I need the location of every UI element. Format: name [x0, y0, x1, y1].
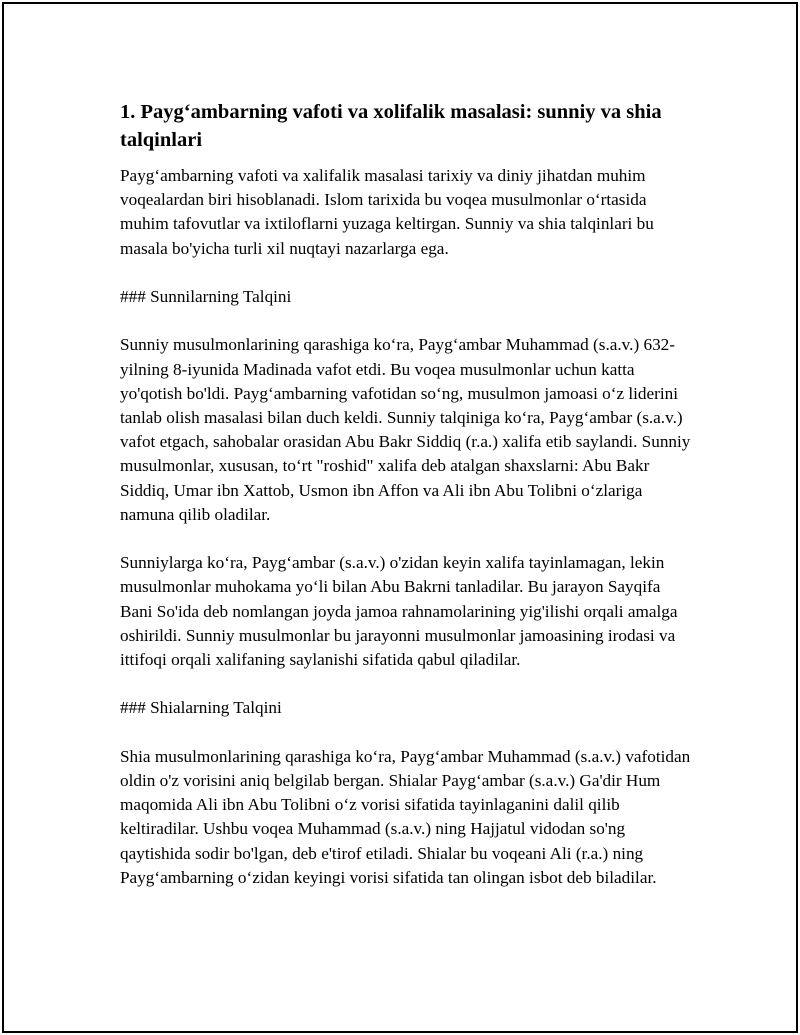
shia-section-heading: ### Shialarning Talqini — [120, 698, 282, 718]
intro-paragraph: Payg‘ambarning vafoti va xalifalik masalasi tarixiy va diniy jihatdan muhim voqealardan biri hisoblanadi. Islom tarixida bu voqea musulmonlar o‘rtasida muhim tafovutlar va ixtiloflarni yuzaga keltirgan. Sunniy va shia talqinlari bu masala bo'yicha turli xil nuqtayi nazarlarga ega. — [120, 166, 654, 258]
sunni-paragraph-2: Sunniylarga ko‘ra, Payg‘ambar (s.a.v.) o'zidan keyin xalifa tayinlamagan, lekin musulmonlar muhokama yo‘li bilan Abu Bakrni tanladilar. Bu jarayon Sayqifa Bani So'ida deb nomlangan joyda jamoa rahnamolarining yig'ilishi orqali amalga oshirildi. Sunniy musulmonlar bu jarayonni musulmonlar jamoasining irodasi va ittifoqi orqali xalifaning saylanishi sifatida qabul qiladilar. — [120, 553, 678, 670]
sunni-section-heading: ### Sunnilarning Talqini — [120, 287, 292, 306]
shia-paragraph-1: Shia musulmonlarining qarashiga ko‘ra, Payg‘ambar Muhammad (s.a.v.) vafotidan oldin o'z vorisini aniq belgilab bergan. Shialar Payg‘ambar (s.a.v.) Ga'dir Hum maqomida Ali ibn Abu Tolibni o‘z vorisi sifatida tayinlaganini dalil qilib keltiradilar. Ushbu voqea Muhammad (s.a.v.) ning Hajjatul vidodan so'ng qaytishida sodir bo'lgan, deb e'tirof etiladi. Shialar bu voqeani Ali (r.a.) ning Payg‘ambarning o‘zidan keyingi vorisi sifatida tan olingan isbot deb biladilar. — [120, 746, 691, 887]
document-page — [2, 2, 798, 1033]
sunni-paragraph-1: Sunniy musulmonlarining qarashiga ko‘ra, Payg‘ambar Muhammad (s.a.v.) 632-yilning 8-iyunida Madinada vafot etdi. Bu voqea musulmonlar uchun katta yo'qotish bo'ldi. Payg‘ambarning vafotidan so‘ng, musulmon jamoasi o‘z liderini tanlab olish masalasi bilan duch keldi. Sunniy talqiniga ko‘ra, Payg‘ambar (s.a.v.) vafot etgach, sahobalar orasidan Abu Bakr Siddiq (r.a.) xalifa etib saylandi. Sunniy musulmonlar, xususan, to‘rt "roshid" xalifa deb atalgan shaxslarni: Abu Bakr Siddiq, Umar ibn Xattob, Usmon ibn Affon va Ali ibn Abu Tolibni o‘zlariga namuna qilib oladilar. — [120, 335, 691, 524]
document-title: 1. Payg‘ambarning vafoti va xolifalik masalasi: sunniy va shia talqinlari — [120, 101, 662, 151]
document-content — [120, 98, 692, 914]
